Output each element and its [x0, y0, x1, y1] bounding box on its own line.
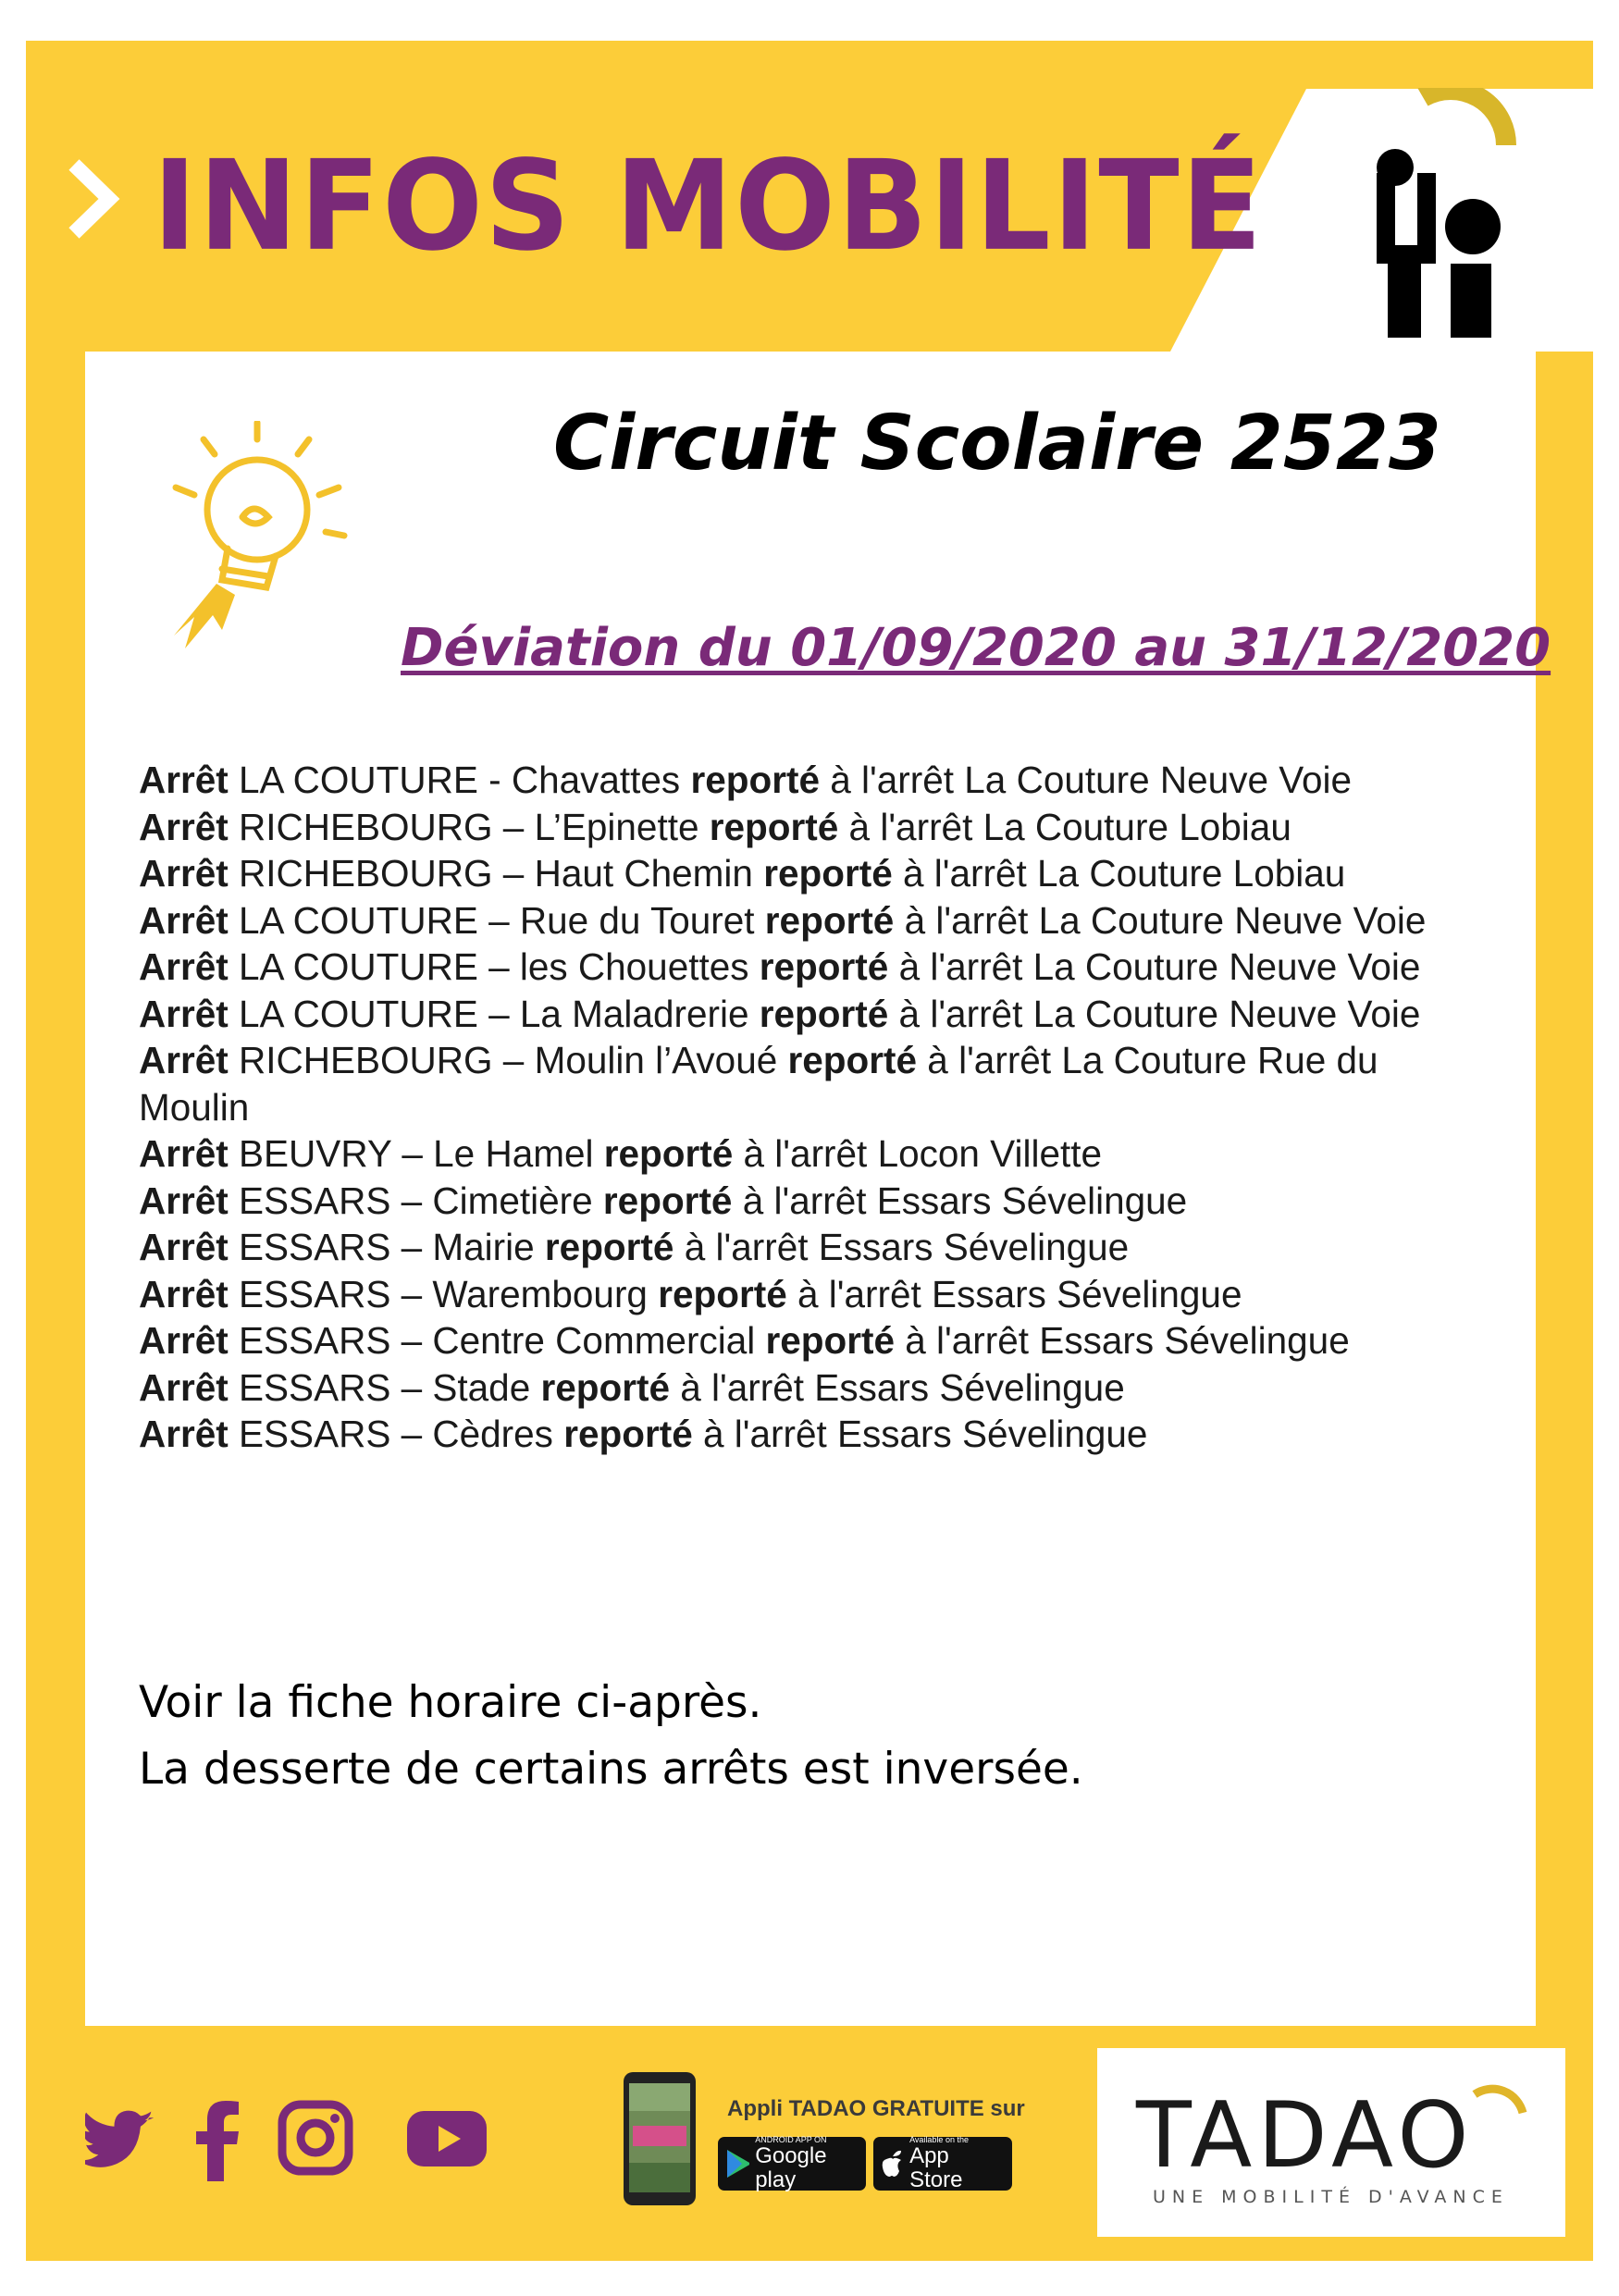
- stop-destination: à l'arrêt La Couture Neuve Voie: [888, 992, 1421, 1035]
- lightbulb-icon: [157, 421, 361, 652]
- stop-origin: ESSARS – Cimetière: [228, 1179, 603, 1222]
- stop-reporte-label: reporté: [603, 1132, 734, 1175]
- stop-origin: ESSARS – Centre Commercial: [228, 1319, 766, 1362]
- twitter-icon[interactable]: [85, 2100, 159, 2174]
- stop-reporte-label: reporté: [759, 992, 889, 1035]
- note-line: La desserte de certains arrêts est inversée.: [139, 1744, 1083, 1795]
- google-play-button[interactable]: [718, 2137, 866, 2191]
- stop-destination: à l'arrêt La Couture Neuve Voie: [888, 945, 1421, 988]
- stop-reporte-label: reporté: [658, 1272, 787, 1315]
- stop-origin: RICHEBOURG – Moulin l’Avoué: [228, 1039, 788, 1081]
- stop-destination: à l'arrêt Essars Sévelingue: [670, 1365, 1125, 1409]
- stop-item: [139, 1317, 1499, 1364]
- stop-destination: à l'arrêt La Couture Lobiau: [892, 852, 1346, 895]
- app-label: Appli TADAO GRATUITE sur: [727, 2096, 1025, 2121]
- stop-destination: à l'arrêt Essars Sévelingue: [786, 1272, 1242, 1315]
- stop-item: [139, 757, 1499, 804]
- stop-arret-label: Arrêt: [139, 945, 229, 988]
- stop-item: [139, 1224, 1499, 1271]
- stop-item: [139, 1364, 1499, 1412]
- phone-app-icon: [620, 2070, 703, 2209]
- stop-reporte-label: reporté: [787, 1039, 918, 1081]
- stop-destination: à l'arrêt La Couture Lobiau: [838, 805, 1291, 848]
- brand-logo-icon: [1369, 88, 1517, 347]
- stop-destination: à l'arrêt La Couture Neuve Voie: [819, 759, 1353, 801]
- stop-arret-label: Arrêt: [139, 898, 229, 942]
- youtube-icon[interactable]: [405, 2109, 488, 2168]
- app-store-label: App Store: [909, 2143, 963, 2192]
- stop-reporte-label: reporté: [602, 1179, 733, 1222]
- stop-reporte-label: reporté: [709, 805, 839, 848]
- stop-item: [139, 1130, 1499, 1178]
- google-play-icon: [725, 2148, 749, 2179]
- stop-arret-label: Arrêt: [139, 1272, 229, 1315]
- stop-arret-label: Arrêt: [139, 805, 229, 848]
- page-title: INFOS MOBILITÉ: [153, 134, 1265, 279]
- stop-origin: LA COUTURE – les Chouettes: [228, 945, 760, 988]
- stop-arret-label: Arrêt: [139, 1365, 229, 1409]
- stop-item: [139, 1037, 1499, 1130]
- stop-arret-label: Arrêt: [139, 1413, 229, 1455]
- stop-item: [139, 944, 1499, 991]
- stop-reporte-label: reporté: [690, 759, 820, 801]
- google-play-label: Google play: [755, 2143, 827, 2192]
- stop-origin: ESSARS – Warembourg: [228, 1272, 659, 1315]
- stop-origin: RICHEBOURG – Haut Chemin: [228, 852, 764, 895]
- stop-arret-label: Arrêt: [139, 1319, 229, 1362]
- stop-arret-label: Arrêt: [139, 759, 229, 801]
- stop-list: [139, 757, 1499, 1458]
- chevron-right-icon: [65, 157, 120, 241]
- stop-destination: à l'arrêt Essars Sévelingue: [674, 1226, 1130, 1268]
- stop-arret-label: Arrêt: [139, 1039, 229, 1081]
- stop-item: [139, 1411, 1499, 1458]
- stop-destination: à l'arrêt Locon Villette: [733, 1132, 1102, 1175]
- stop-destination: à l'arrêt Essars Sévelingue: [732, 1179, 1188, 1222]
- note-line: Voir la fiche horaire ci-après.: [139, 1677, 762, 1728]
- stop-item: [139, 850, 1499, 897]
- stop-reporte-label: reporté: [764, 898, 895, 942]
- brand-name: TADAO: [1136, 2083, 1475, 2189]
- app-store-small: Available on the: [909, 2135, 969, 2144]
- circuit-title: Circuit Scolaire 2523: [553, 400, 1441, 488]
- stop-arret-label: Arrêt: [139, 1132, 229, 1175]
- logo-arc-icon: [1467, 2076, 1532, 2122]
- tadao-logo: [1097, 2048, 1565, 2237]
- stop-origin: ESSARS – Stade: [228, 1365, 541, 1409]
- stop-origin: ESSARS – Mairie: [228, 1226, 545, 1268]
- stop-destination: à l'arrêt La Couture Neuve Voie: [894, 898, 1427, 942]
- stop-arret-label: Arrêt: [139, 1179, 229, 1222]
- stop-destination: à l'arrêt Essars Sévelingue: [895, 1319, 1350, 1362]
- stop-item: [139, 804, 1499, 851]
- notes: [139, 1670, 1083, 1803]
- stop-origin: ESSARS – Cèdres: [228, 1413, 564, 1455]
- apple-icon: [881, 2149, 904, 2179]
- stop-destination: à l'arrêt La Couture Rue du Moulin: [139, 1039, 1389, 1129]
- stop-origin: RICHEBOURG – L’Epinette: [228, 805, 710, 848]
- stop-arret-label: Arrêt: [139, 852, 229, 895]
- stop-item: [139, 1178, 1499, 1225]
- stop-origin: LA COUTURE - Chavattes: [228, 759, 691, 801]
- stop-reporte-label: reporté: [763, 852, 893, 895]
- stop-reporte-label: reporté: [563, 1413, 693, 1455]
- stop-item: [139, 1271, 1499, 1318]
- instagram-icon[interactable]: [278, 2100, 353, 2176]
- brand-tagline: UNE MOBILITÉ D'AVANCE: [1153, 2187, 1509, 2207]
- app-store-button[interactable]: [873, 2137, 1012, 2191]
- stop-reporte-label: reporté: [765, 1319, 896, 1362]
- stop-reporte-label: reporté: [544, 1226, 674, 1268]
- stop-item: [139, 897, 1499, 944]
- stop-origin: BEUVRY – Le Hamel: [228, 1132, 604, 1175]
- stop-item: [139, 991, 1499, 1038]
- stop-origin: LA COUTURE – La Maladrerie: [228, 992, 760, 1035]
- deviation-period: Déviation du 01/09/2020 au 31/12/2020: [401, 618, 1551, 678]
- stop-arret-label: Arrêt: [139, 1226, 229, 1268]
- google-play-small: ANDROID APP ON: [755, 2135, 827, 2144]
- stop-origin: LA COUTURE – Rue du Touret: [228, 898, 765, 942]
- stop-destination: à l'arrêt Essars Sévelingue: [692, 1413, 1148, 1455]
- stop-reporte-label: reporté: [540, 1365, 671, 1409]
- facebook-icon[interactable]: [196, 2100, 242, 2183]
- stop-arret-label: Arrêt: [139, 992, 229, 1035]
- stop-reporte-label: reporté: [759, 945, 889, 988]
